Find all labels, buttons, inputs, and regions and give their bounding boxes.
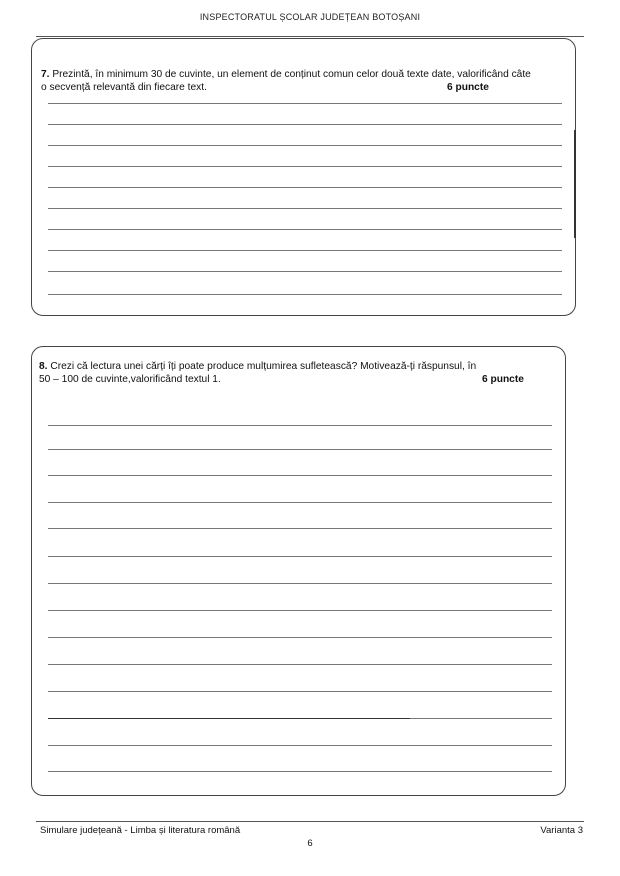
answer-line-7-1[interactable]: [48, 103, 562, 104]
answer-line-8-9[interactable]: [48, 637, 552, 638]
scan-edge-mark: [574, 130, 576, 238]
question-7-prompt-part-1: Prezintă, în minimum 30 de cuvinte, un element de conținut comun celor două texte date, valorificând câte: [49, 69, 531, 80]
page-number: 6: [307, 838, 313, 849]
question-7-points: 6 puncte: [447, 82, 489, 93]
answer-line-8-12-continuation: [410, 718, 552, 719]
answer-line-8-4[interactable]: [48, 502, 552, 503]
answer-line-8-13[interactable]: [48, 745, 552, 746]
answer-line-8-12[interactable]: [48, 718, 410, 719]
answer-line-8-7[interactable]: [48, 583, 552, 584]
answer-line-8-10[interactable]: [48, 664, 552, 665]
answer-line-8-14[interactable]: [48, 771, 552, 772]
answer-line-7-6[interactable]: [48, 208, 562, 209]
answer-line-7-9[interactable]: [48, 271, 562, 272]
answer-line-7-7[interactable]: [48, 229, 562, 230]
answer-line-7-2[interactable]: [48, 124, 562, 125]
header-divider: [36, 36, 584, 37]
answer-line-8-2[interactable]: [48, 449, 552, 450]
answer-line-7-3[interactable]: [48, 145, 562, 146]
answer-line-8-11[interactable]: [48, 691, 552, 692]
question-8-points: 6 puncte: [482, 374, 524, 385]
question-8-prompt-part-2: 50 – 100 de cuvinte,valorificând textul 1.: [39, 374, 221, 385]
footer-variant: Varianta 3: [540, 825, 583, 836]
question-7-prompt-part-2: o secvență relevantă din fiecare text.: [41, 82, 207, 93]
footer-divider: [36, 821, 584, 822]
answer-line-8-8[interactable]: [48, 610, 552, 611]
answer-line-7-10[interactable]: [48, 294, 562, 295]
question-7-text-line-1: [41, 69, 531, 81]
question-8-box: [31, 346, 566, 796]
question-8-text-line-1: [39, 361, 476, 373]
answer-line-8-6[interactable]: [48, 556, 552, 557]
question-8-prompt-part-1: Crezi că lectura unei cărți îți poate produce mulțumirea sufletească? Motivează-ți răspunsul, în: [47, 361, 477, 372]
answer-line-7-4[interactable]: [48, 166, 562, 167]
page-header: INSPECTORATUL ȘCOLAR JUDEȚEAN BOTOȘANI: [199, 12, 421, 22]
answer-line-8-1[interactable]: [48, 425, 552, 426]
answer-line-7-8[interactable]: [48, 250, 562, 251]
footer-subject: Simulare județeană - Limba și literatura română: [40, 825, 241, 836]
question-7-number: 7.: [41, 69, 50, 80]
answer-line-8-3[interactable]: [48, 475, 552, 476]
question-8-number: 8.: [39, 361, 48, 372]
answer-line-8-5[interactable]: [48, 528, 552, 529]
answer-line-7-5[interactable]: [48, 187, 562, 188]
